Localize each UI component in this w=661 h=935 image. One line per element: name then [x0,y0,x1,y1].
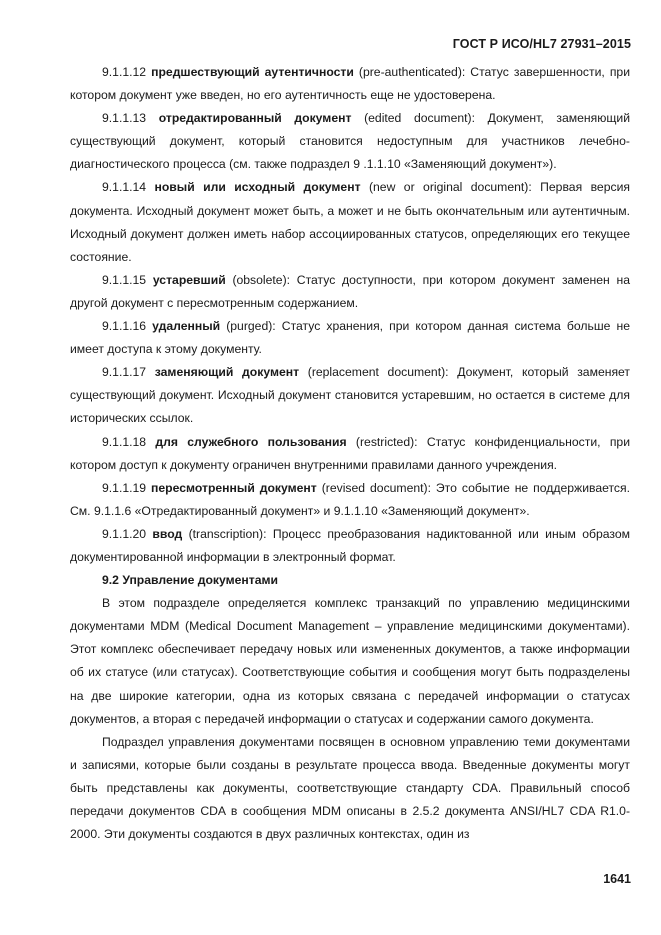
definition-text: (new or original document): Первая версия документа. Исходный документ может быть, а может и не быть окончательным или аутентичным. Исходный документ должен иметь набор ассоциированных статусов, определяющих его текущее состояние. [70,180,630,264]
definition-term: новый или исходный документ [154,180,361,195]
page-body [70,61,630,846]
definition-9-1-1-17 [70,361,630,430]
definition-term: заменяющий документ [154,365,300,380]
definition-text: (obsolete): Статус доступности, при котором документ заменен на другой документ с пересмотренным содержанием. [70,272,630,310]
definition-number: 9.1.1.14 [102,180,147,195]
definition-number: 9.1.1.13 [102,111,147,126]
definition-text: (replacement document): Документ, который заменяет существующий документ. Исходный документ становится устаревшим, но остается в системе для исторических ссылок. [70,365,631,426]
definition-9-1-1-19 [70,477,630,523]
definition-text: (revised document): Это событие не поддерживается. См. 9.1.1.6 «Отредактированный документ» и 9.1.1.10 «Заменяющий документ». [70,480,631,518]
definition-number: 9.1.1.16 [102,319,147,334]
body-paragraph: В этом подразделе определяется комплекс транзакций по управлению медицинскими документами MDM (Medical Document Management – управление медицинскими документами). Этот комплекс обеспечивает передачу новых или измененных документов, а также информации об их статусе (или статусах). Соответствующие события и сообщения могут быть подразделены на две широкие категории, одна из которых связана с передачей информации о статусах документов, а вторая с передачей информации о статусах и содержании самого документа. [70,596,630,726]
definition-term: устаревший [152,272,226,287]
definition-term: для служебного пользования [155,434,347,449]
definition-term: отредактированный документ [158,111,352,126]
definition-text: (pre-authenticated): Статус завершенности, при котором документ уже введен, но его аутентичность еще не удостоверена. [70,65,631,103]
definition-term: ввод [152,526,183,541]
definition-9-1-1-16 [70,315,630,361]
definition-9-1-1-20 [70,523,630,569]
definition-text: (purged): Статус хранения, при котором данная система больше не имеет доступа к этому документу. [70,319,631,357]
definition-number: 9.1.1.18 [102,434,147,449]
definition-term: предшествующий аутентичности [151,65,354,79]
definition-9-1-1-15 [70,269,630,315]
definition-number: 9.1.1.12 [102,65,147,79]
definition-term: удаленный [152,319,221,334]
page-number: 1641 [603,872,631,886]
definition-number: 9.1.1.15 [102,272,147,287]
body-paragraph: Подраздел управления документами посвящен в основном управлению теми документами и записями, которые были созданы в результате процесса ввода. Введенные документы могут быть представлены как документы, соответствующие стандарту CDA. Правильный способ передачи документов CDA в сообщения MDM описаны в 2.5.2 документа ANSI/HL7 CDA R1.0-2000. Эти документы создаются в двух различных контекстах, один из [70,734,630,842]
definition-number: 9.1.1.20 [102,526,147,541]
definition-9-1-1-13 [70,107,630,176]
definition-term: пересмотренный документ [151,480,317,495]
definition-text: (restricted): Статус конфиденциальности, при котором доступ к документу ограничен внутренними правилами данного учреждения. [70,434,630,472]
definition-number: 9.1.1.17 [102,365,147,380]
definition-number: 9.1.1.19 [102,480,147,495]
definition-9-1-1-18 [70,431,630,477]
definition-text: (transcription): Процесс преобразования надиктованной или иным образом документированной информации в электронный формат. [70,526,630,564]
running-header: ГОСТ Р ИСО/HL7 27931–2015 [452,37,631,51]
definition-9-1-1-14 [70,176,630,268]
section-heading: 9.2 Управление документами [102,573,279,588]
definition-text: (edited document): Документ, заменяющий существующий документ, который становится недоступным для участников лечебно-диагностического процесса (см. также подраздел 9 .1.1.10 «Заменяющий документ»). [70,111,630,172]
definition-9-1-1-12 [70,61,630,107]
